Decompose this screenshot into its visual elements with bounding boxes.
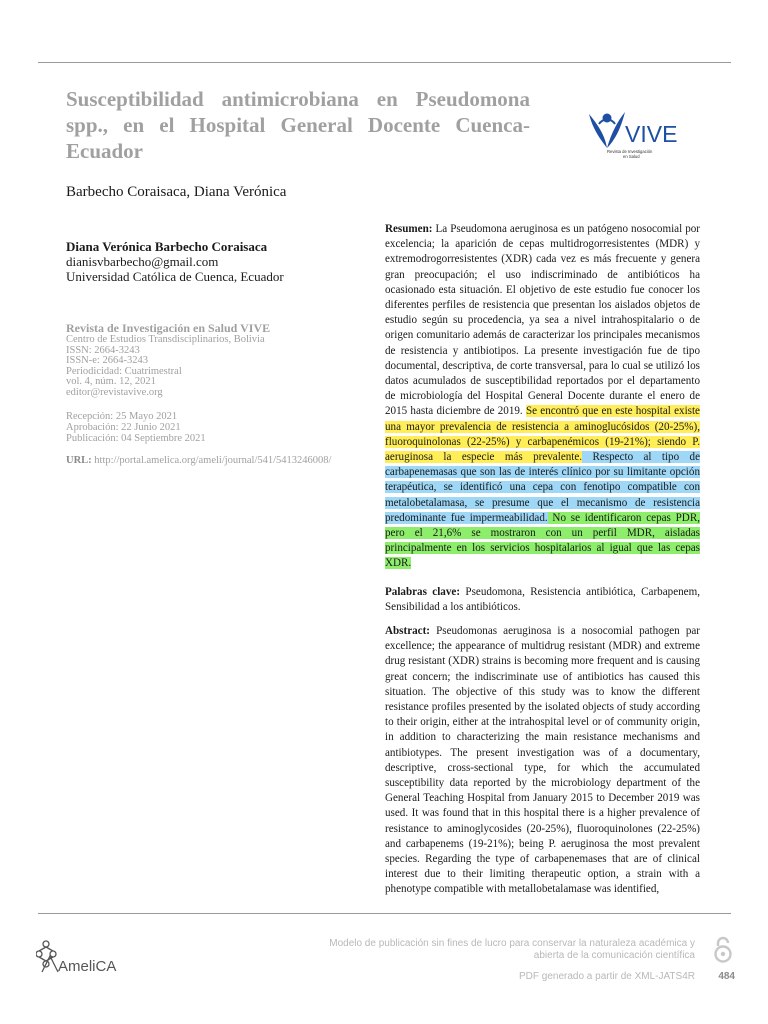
author-name: Diana Verónica Barbecho Coraisaca <box>66 239 268 254</box>
top-rule <box>38 62 731 63</box>
journal-info <box>66 322 366 398</box>
date-published: Publicación: 04 Septiembre 2021 <box>66 433 206 444</box>
author-email[interactable]: dianisvbarbecho@gmail.com <box>66 254 219 269</box>
footer-generated: PDF generado a partir de XML-JATS4R <box>518 971 695 982</box>
journal-issn-e: ISSN-e: 2664-3243 <box>66 355 148 366</box>
amelica-logo <box>36 938 136 974</box>
vive-logo-icon <box>585 104 695 160</box>
svg-text:AmeliCA: AmeliCA <box>58 958 117 974</box>
resumen-highlight-green: No se identificaron cepas PDR, pero el 21,6% se mostraron con un perfil MDR, aisladas principalmente en los servicios hospitalarios al igual que las cepas XDR. <box>385 511 700 570</box>
page-number: 484 <box>718 971 735 982</box>
resumen-label: Resumen: <box>385 223 433 235</box>
resumen-highlight-yellow: Se encontró que en este hospital existe una mayor prevalencia de resistencia a aminoglucósidos (20-25%), fluoroquinolonas (22-25%) y carbapenémicos (19-21%); siendo P. aeruginosa la especie más prevalente. <box>385 405 700 464</box>
article-title: Susceptibilidad antimicrobiana en Pseudomona spp., en el Hospital General Docente Cuenca-Ecuador <box>66 87 530 163</box>
abstract-text: Pseudomonas aeruginosa is a nosocomial pathogen par excellence; the appearance of multidrug resistant (MDR) and extreme drug resistant (XDR) strains is becoming more frequent and is causing great concern; the indiscriminate use of antibiotics has caused this situation. The objective of this study was to know the different resistance profiles presented by the isolated objects of study according to their origin, either at the intrahospital level or of community origin, in addition to characterizing the main resistance mechanisms and antibiotypes. The present investigation was of a documentary, descriptive, cross-sectional type, for which the accumulated susceptibility data reported by the microbiology department of the General Teaching Hospital from January 2015 to December 2019 was used. It was found that in this hospital there is a higher prevalence of resistance to aminoglycosides (20-25%), fluoroquinolones (22-25%) and carbapenems (19-21%); being P. aeruginosa the most prevalent species. Regarding the type of carbapenemases that are of clinical interest due to their limiting therapeutic option, a strain with a phenotype compatible with metallobetalamase was identified, <box>385 625 700 896</box>
article-authors: Barbecho Coraisaca, Diana Verónica <box>66 184 287 200</box>
keywords-text: Pseudomona, Resistencia antibiótica, Carbapenem, Sensibilidad a los antibióticos. <box>385 586 700 614</box>
resumen-text: La Pseudomona aeruginosa es un patógeno nosocomial por excelencia; la aparición de cepas multidrogorresistentes (MDR) y extremodrogorresistentes (XDR) cada vez es más frecuente y genera gran preocupación; el uso indiscriminado de antibióticos ha ocasionado esta situación. El objetivo de este estudio fue conocer los diferentes perfiles de resistencia que presentan los aislados objetos de estudio según su procedencia, ya sea a nivel intrahospitalario o de origen comunitario además de caracterizar los principales mecanismos de resistencia y antibiotipos. La presente investigación fue de tipo documental, descriptiva, de corte transversal, para lo cual se utilizó los datos acumulados de susceptibilidad reportados por el departamento de microbiología del Hospital General Docente durante el enero de 2015 hasta diciembre de 2019. <box>385 223 700 418</box>
journal-logo <box>585 104 695 160</box>
abstract-section <box>385 624 700 898</box>
article-dates <box>66 411 206 444</box>
keywords-label: Palabras clave: <box>385 586 461 598</box>
author-affiliation: Universidad Católica de Cuenca, Ecuador <box>66 269 284 284</box>
svg-text:VIVE: VIVE <box>625 121 678 147</box>
resumen-section <box>385 222 700 572</box>
journal-title: Revista de Investigación en Salud VIVE <box>66 321 271 335</box>
date-approved: Aprobación: 22 Junio 2021 <box>66 422 181 433</box>
author-block <box>66 239 284 284</box>
amelica-logo-icon <box>36 938 136 974</box>
journal-email[interactable]: editor@revistavive.org <box>66 386 163 398</box>
journal-publisher: Centro de Estudios Transdisciplinarios, Bolivia <box>66 334 265 345</box>
footer-rule <box>38 913 731 914</box>
resumen-highlight-blue: Respecto al tipo de carbapenemasas que son las de interés clínico por su limitante opción terapéutica, se identificó una cepa con fenotipo compatible con metalobetalamasa, se presume que el mecanismo de resistencia predominante fue impermeabilidad. <box>385 451 701 524</box>
svg-text:en Salud: en Salud <box>623 154 640 159</box>
url-label: URL: <box>66 455 92 466</box>
footer-notice-line2: abierta de la comunicación científica <box>533 950 695 961</box>
keywords-section <box>385 585 700 615</box>
date-received: Recepción: 25 Mayo 2021 <box>66 411 178 422</box>
journal-periodicity: Periodicidad: Cuatrimestral <box>66 365 182 377</box>
svg-text:Revista de Investigación: Revista de Investigación <box>607 149 653 154</box>
journal-issn: ISSN: 2664-3243 <box>66 344 140 356</box>
abstract-label: Abstract: <box>385 625 430 637</box>
url-link[interactable]: http://portal.amelica.org/ameli/journal/541/5413246008/ <box>94 455 332 466</box>
journal-volume: vol. 4, núm. 12, 2021 <box>66 376 156 387</box>
article-url <box>66 455 331 466</box>
open-access-icon <box>710 936 736 964</box>
footer-notice-line1: Modelo de publicación sin fines de lucro para conservar la naturaleza académica y <box>329 938 695 949</box>
footer-notice <box>290 938 695 962</box>
